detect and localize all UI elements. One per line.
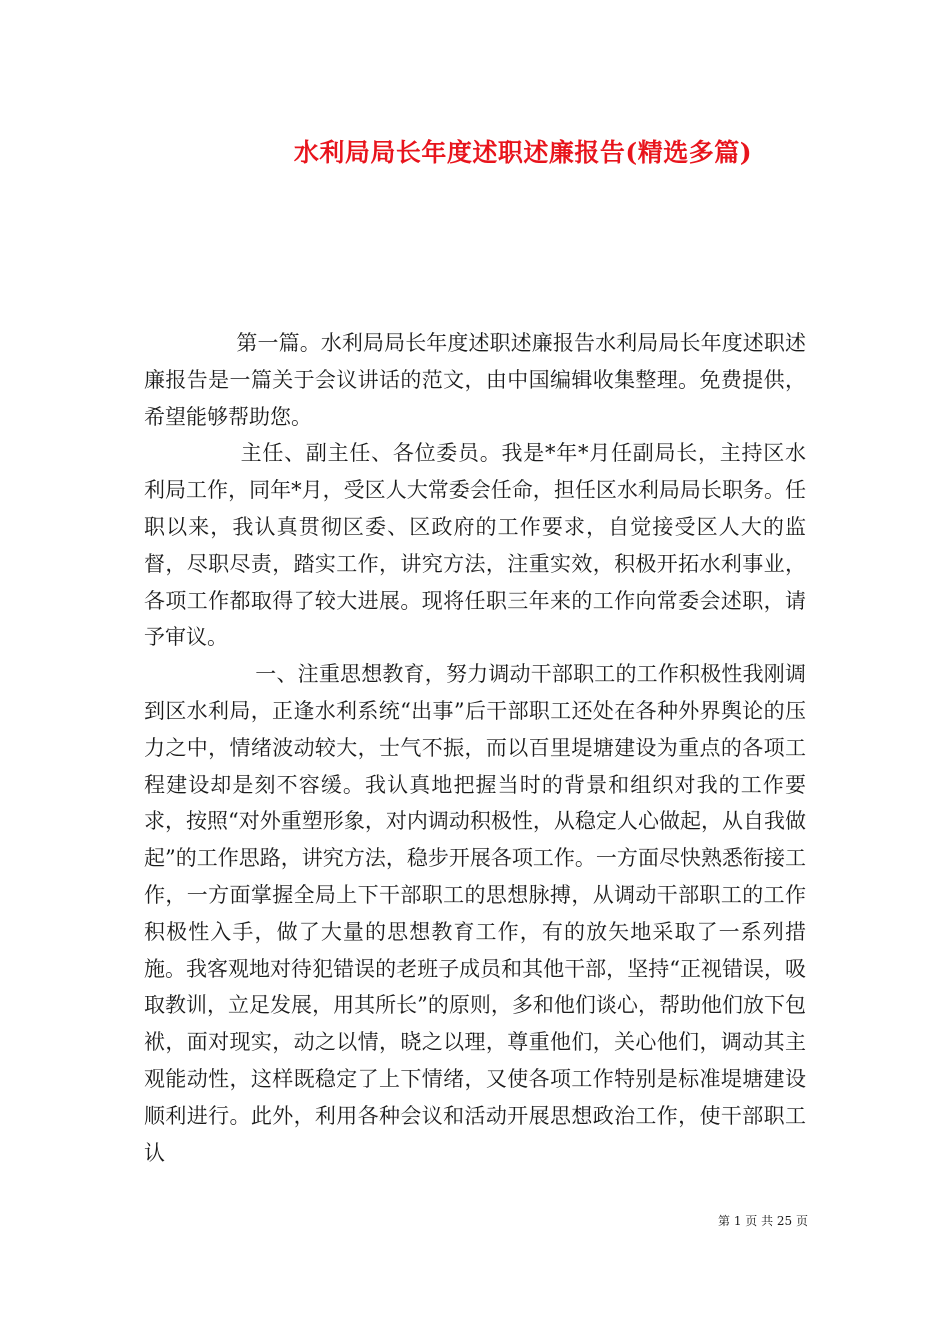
paragraph-3: 一、注重思想教育，努力调动干部职工的工作积极性我刚调到区水利局，正逢水利系统“出事”后干部职工还处在各种外界舆论的压力之中，情绪波动较大，士气不振，而以百里堤塘建设为重点的各项工程建设却是刻不容缓。我认真地把握当时的背景和组织对我的工作要求，按照“对外重塑形象，对内调动积极性，从稳定人心做起，从自我做起”的工作思路，讲究方法，稳步开展各项工作。一方面尽快熟悉衔接工作，一方面掌握全局上下干部职工的思想脉搏，从调动干部职工的工作积极性入手，做了大量的思想教育工作，有的放矢地采取了一系列措施。我客观地对待犯错误的老班子成员和其他干部，坚持“正视错误，吸取教训，立足发展，用其所长”的原则，多和他们谈心，帮助他们放下包袱，面对现实，动之以情，晓之以理，尊重他们，关心他们，调动其主观能动性，这样既稳定了上下情绪，又使各项工作特别是标准堤塘建设顺利进行。此外，利用各种会议和活动开展思想政治工作，使干部职工认 — [144, 662, 806, 1165]
document-title: 水利局局长年度述职述廉报告(精选多篇) — [293, 138, 753, 167]
page-footer: 第 1 页 共 25 页 — [718, 1214, 808, 1228]
document-body — [144, 325, 806, 1171]
paragraph-2: 主任、副主任、各位委员。我是*年*月任副局长，主持区水利局工作，同年*月，受区人大常委会任命，担任区水利局局长职务。任职以来，我认真贯彻区委、区政府的工作要求，自觉接受区人大的监督，尽职尽责，踏实工作，讲究方法，注重实效，积极开拓水利事业，各项工作都取得了较大进展。现将任职三年来的工作向常委会述职，请予审议。 — [144, 441, 806, 650]
paragraph-1: 第一篇。水利局局长年度述职述廉报告水利局局长年度述职述廉报告是一篇关于会议讲话的范文，由中国编辑收集整理。免费提供，希望能够帮助您。 — [144, 331, 806, 429]
